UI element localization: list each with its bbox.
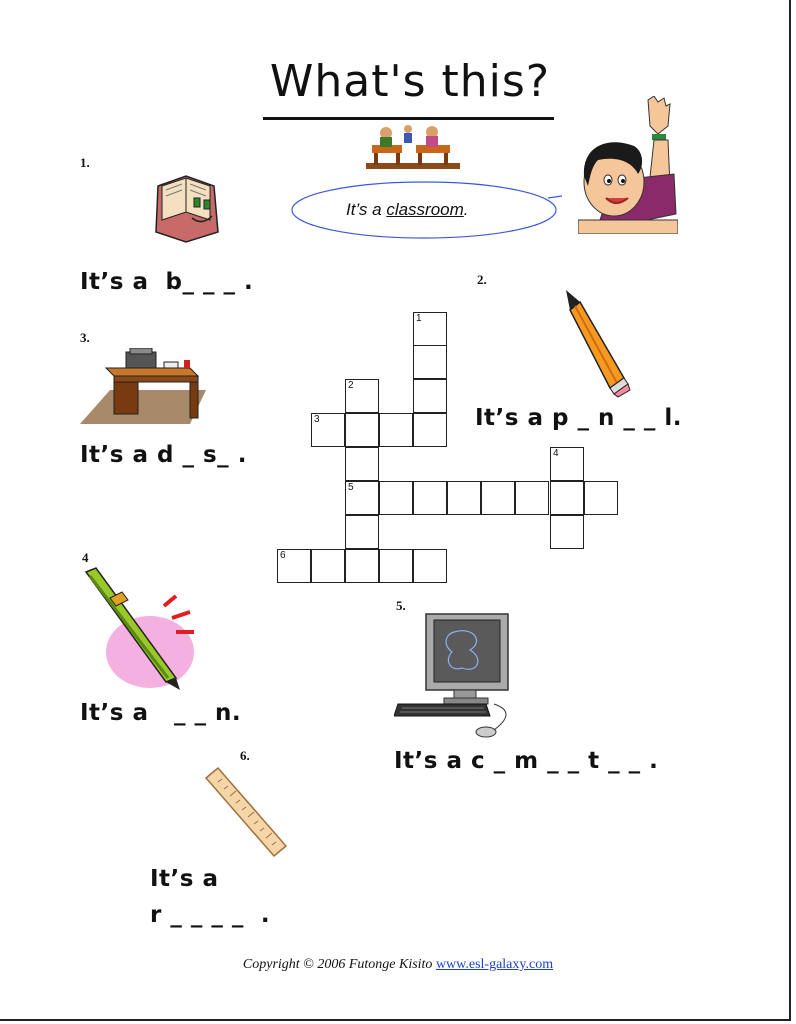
website-link[interactable]: www.esl-galaxy.com [435,957,554,972]
crossword-cell[interactable] [515,481,549,515]
crossword-cell[interactable] [481,481,515,515]
item-6-sentence-line1: It’s a [150,866,219,892]
crossword-cell[interactable] [379,549,413,583]
page-title: What's this? [269,56,551,107]
item-4-sentence: It’s a _ _ n. [80,700,242,726]
example-answer: classroom [386,200,464,219]
crossword-cell[interactable] [550,515,584,549]
item-1-number: 1. [80,155,90,170]
item-2-sentence: It’s a p _ n _ _ l. [475,405,683,431]
crossword-cell[interactable] [550,481,584,515]
item-2-number: 2. [477,272,487,287]
item-6-sentence-line2: r _ _ _ _ . [150,902,271,928]
crossword-cell[interactable] [277,549,311,583]
clue-number: 6 [280,550,286,561]
crossword-cell[interactable] [413,549,447,583]
crossword-cell[interactable] [345,447,379,481]
crossword-cell[interactable] [413,481,447,515]
ruler-icon [204,764,288,860]
pencil-icon [560,286,632,398]
computer-icon [394,612,518,740]
item-3-sentence: It’s a d _ s_ . [80,442,247,468]
item-6-number: 6. [240,748,250,763]
crossword-cell[interactable] [413,413,447,447]
crossword-cell[interactable] [345,379,379,413]
crossword-cell[interactable] [345,481,379,515]
item-5-number: 5. [396,598,406,613]
crossword-cell[interactable] [413,312,447,346]
book-icon [152,172,222,246]
item-1-sentence: It’s a b_ _ _ . [80,269,254,295]
crossword-cell[interactable] [379,413,413,447]
crossword-cell[interactable] [345,515,379,549]
crossword-cell[interactable] [584,481,618,515]
crossword-cell[interactable] [550,447,584,481]
clue-number: 1 [416,313,422,324]
copyright-footer: Copyright © 2006 Futonge Kisito www.esl-galaxy.com [242,957,554,972]
clue-number: 2 [348,380,354,391]
crossword-cell[interactable] [311,413,345,447]
crossword-cell[interactable] [345,413,379,447]
item-5-sentence: It’s a c _ m _ _ t _ _ . [394,748,659,774]
clue-number: 3 [314,414,320,425]
student-icon [578,96,678,234]
clue-number: 4 [553,448,559,459]
example-sentence: It’s a classroom. [346,200,469,219]
crossword-cell[interactable] [345,549,379,583]
pen-icon [80,566,196,692]
item-4-number: 4 [82,550,89,565]
classroom-icon [366,123,460,171]
crossword-cell[interactable] [413,379,447,413]
clue-number: 5 [348,482,354,493]
title-underline [263,117,554,120]
crossword-cell[interactable] [379,481,413,515]
crossword-cell[interactable] [413,345,447,379]
item-3-number: 3. [80,330,90,345]
desk-icon [80,348,206,426]
crossword-cell[interactable] [311,549,345,583]
crossword-cell[interactable] [447,481,481,515]
